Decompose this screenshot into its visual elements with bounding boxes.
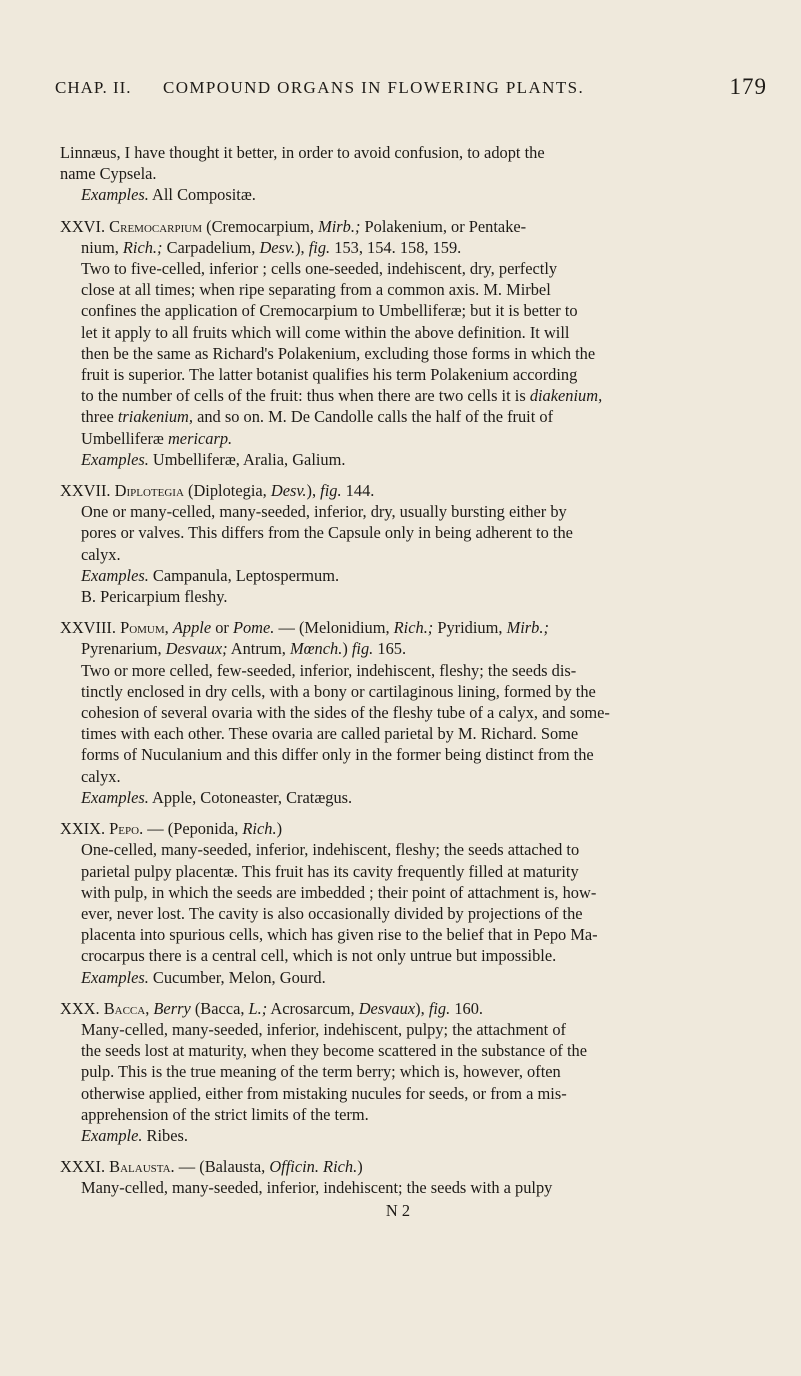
text-line: otherwise applied, either from mistaking nucules for seeds, or from a mis- xyxy=(81,1083,567,1103)
text-line: to the number of cells of the fruit: thus when there are two cells it is diakenium, xyxy=(81,386,603,406)
examples-line: Examples. Apple, Cotoneaster, Cratægus. xyxy=(81,787,353,807)
text-line: confines the application of Cremocarpium to Umbelliferæ; but it is better to xyxy=(81,301,578,321)
running-header xyxy=(55,74,767,104)
examples-line: Examples. Umbelliferæ, Aralia, Galium. xyxy=(81,449,346,469)
entry-balausta xyxy=(60,1156,766,1198)
entry-heading: XXX. Bacca, Berry (Bacca, L.; Acrosarcum, Desvaux), fig. 160. xyxy=(60,998,483,1018)
text-line: pores or valves. This differs from the Capsule only in being adherent to the xyxy=(81,523,573,543)
examples-label: Examples. xyxy=(81,787,149,807)
text-line: One or many-celled, many-seeded, inferior, dry, usually bursting either by xyxy=(81,502,567,522)
entry-heading-cont: nium, Rich.; Carpadelium, Desv.), fig. 153, 154. 158, 159. xyxy=(81,237,462,257)
subsection-heading: B. Pericarpium fleshy. xyxy=(81,587,228,607)
text-line: calyx. xyxy=(81,544,121,564)
text-line: let it apply to all fruits which will come within the above definition. It will xyxy=(81,322,570,342)
text-line: parietal pulpy placentæ. This fruit has its cavity frequently filled at maturity xyxy=(81,861,579,881)
text-line: Two to five-celled, inferior ; cells one-seeded, indehiscent, dry, perfectly xyxy=(81,259,558,279)
printer-signature: N 2 xyxy=(385,1200,411,1220)
text-line: fruit is superior. The latter botanist qualifies his term Polakenium according xyxy=(81,365,578,385)
text-line: three triakenium, and so on. M. De Candolle calls the half of the fruit of xyxy=(81,407,554,427)
examples-line: Examples. Cucumber, Melon, Gourd. xyxy=(81,967,326,987)
entry-term: Pepo. xyxy=(109,819,144,839)
text-line: name Cypsela. xyxy=(60,164,157,184)
chapter-label: CHAP. II. xyxy=(55,78,132,97)
page-body xyxy=(60,142,766,1221)
text-line: with pulp, in which the seeds are imbedded ; their point of attachment is, how- xyxy=(81,882,597,902)
examples-line: Examples. All Compositæ. xyxy=(81,185,256,205)
text-line: close at all times; when ripe separating from a common axis. M. Mirbel xyxy=(81,280,551,300)
text-line: cohesion of several ovaria with the sides of the fleshy tube of a calyx, and some- xyxy=(81,703,610,723)
entry-term: Cremocarpium xyxy=(109,216,203,236)
text-line: the seeds lost at maturity, when they become scattered in the substance of the xyxy=(81,1041,587,1061)
entry-heading: XXVII. Diplotegia (Diplotegia, Desv.), fig. 144. xyxy=(60,481,375,501)
text-line: One-celled, many-seeded, inferior, indehiscent, fleshy; the seeds attached to xyxy=(81,840,580,860)
entry-term: Diplotegia xyxy=(114,481,184,501)
text-line: placenta into spurious cells, which has given rise to the belief that in Pepo Ma- xyxy=(81,925,598,945)
entry-term: Balausta. xyxy=(109,1157,175,1177)
intro-paragraph xyxy=(60,142,766,206)
examples-line: Examples. Campanula, Leptospermum. xyxy=(81,565,340,585)
entry-heading: XXVIII. Pomum, Apple or Pome. — (Melonidium, Rich.; Pyridium, Mirb.; xyxy=(60,618,549,638)
entry-heading: XXVI. Cremocarpium (Cremocarpium, Mirb.; Polakenium, or Pentake- xyxy=(60,216,527,236)
entry-cremocarpium xyxy=(60,216,766,470)
examples-label: Example. xyxy=(81,1125,143,1145)
examples-line: Example. Ribes. xyxy=(81,1125,188,1145)
examples-label: Examples. xyxy=(81,185,149,205)
examples-label: Examples. xyxy=(81,565,149,585)
text-line: ever, never lost. The cavity is also occasionally divided by projections of the xyxy=(81,903,583,923)
text-line: Linnæus, I have thought it better, in order to avoid confusion, to adopt the xyxy=(60,143,545,162)
text-line: Many-celled, many-seeded, inferior, indehiscent, pulpy; the attachment of xyxy=(81,1019,566,1039)
text-line: Umbelliferæ mericarp. xyxy=(81,428,233,448)
examples-label: Examples. xyxy=(81,967,149,987)
entry-diplotegia xyxy=(60,480,766,607)
entry-heading: XXXI. Balausta. — (Balausta, Officin. Rich.) xyxy=(60,1157,363,1177)
entry-heading: XXIX. Pepo. — (Peponida, Rich.) xyxy=(60,819,283,839)
running-title: COMPOUND ORGANS IN FLOWERING PLANTS. xyxy=(163,78,585,97)
text-line: then be the same as Richard's Polakenium, excluding those forms in which the xyxy=(81,343,596,363)
text-line: crocarpus there is a central cell, which is not only untrue but impossible. xyxy=(81,946,557,966)
text-line: calyx. xyxy=(81,766,121,786)
entry-term: Pomum xyxy=(120,618,165,638)
entry-heading-cont: Pyrenarium, Desvaux; Antrum, Mœnch.) fig. 165. xyxy=(81,639,407,659)
entry-bacca xyxy=(60,998,766,1146)
text-line: forms of Nuculanium and this differ only in the former being distinct from the xyxy=(81,745,594,765)
text-line: tinctly enclosed in dry cells, with a bony or cartilaginous lining, formed by the xyxy=(81,681,596,701)
text-line: pulp. This is the true meaning of the term berry; which is, however, often xyxy=(81,1062,561,1082)
text-line: Two or more celled, few-seeded, inferior, indehiscent, fleshy; the seeds dis- xyxy=(81,660,577,680)
text-line: apprehension of the strict limits of the term. xyxy=(81,1104,369,1124)
text-line: Many-celled, many-seeded, inferior, indehiscent; the seeds with a pulpy xyxy=(81,1178,553,1198)
page-number: 179 xyxy=(729,74,767,99)
examples-label: Examples. xyxy=(81,449,149,469)
entry-pepo xyxy=(60,818,766,988)
entry-term: Bacca xyxy=(103,998,146,1018)
entry-pomum xyxy=(60,617,766,808)
text-line: times with each other. These ovaria are called parietal by M. Richard. Some xyxy=(81,724,579,744)
